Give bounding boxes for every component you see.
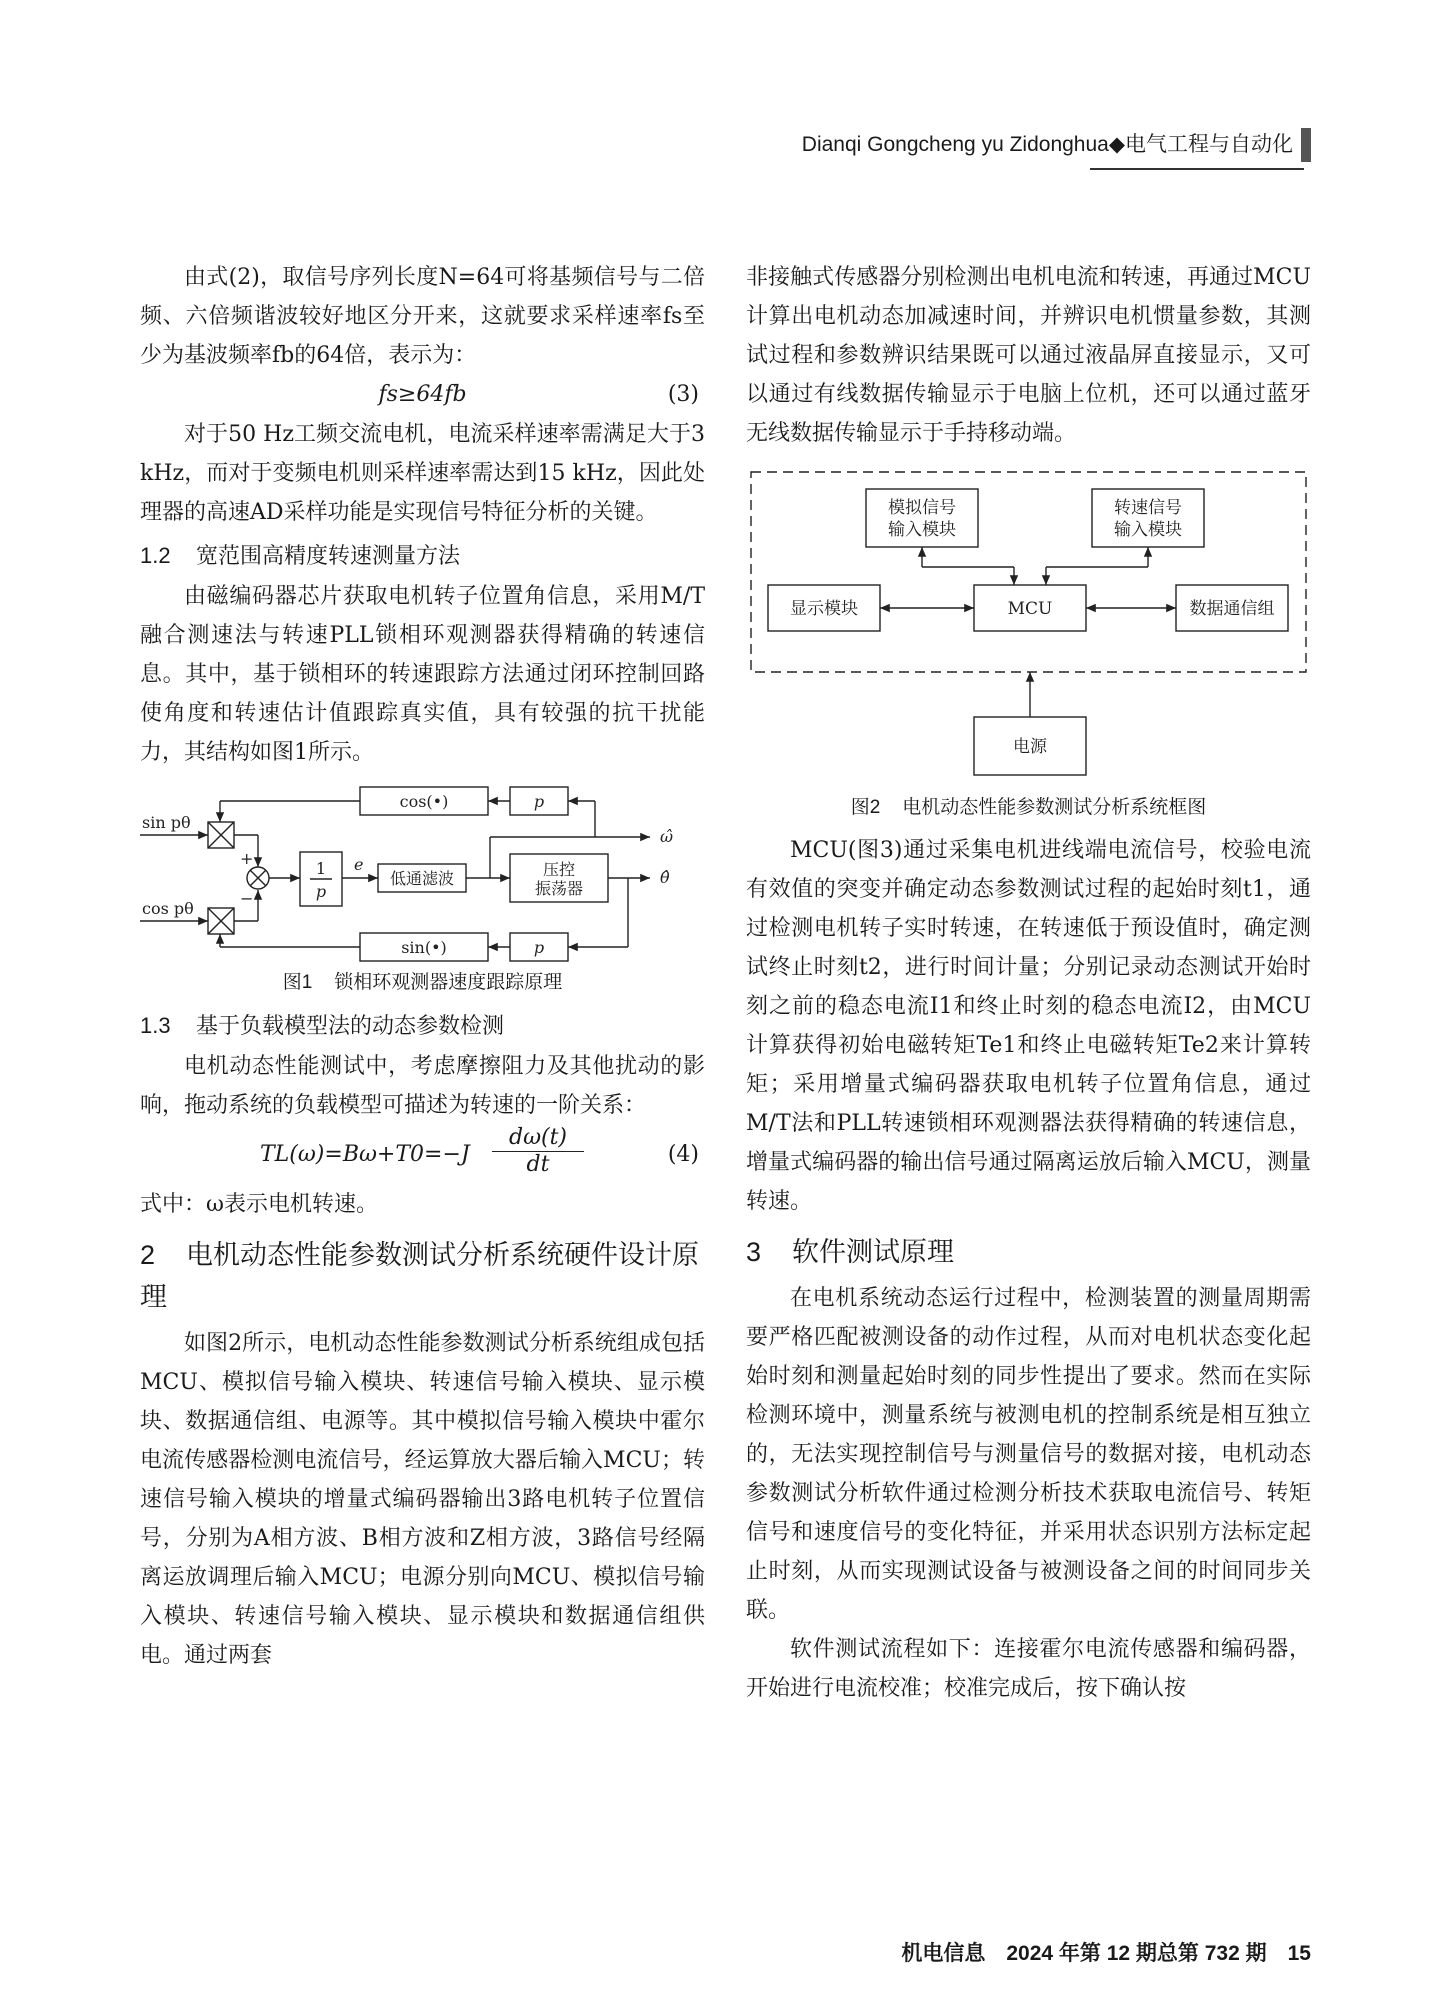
comm-label: 数据通信组 xyxy=(1189,599,1275,619)
vco-label-1: 压控 xyxy=(542,860,576,879)
p-top-label: p xyxy=(533,792,545,811)
figure-2-system-diagram xyxy=(746,467,1311,787)
figure-1-pll-diagram xyxy=(140,782,705,962)
equation-3-number: (3) xyxy=(667,382,699,407)
right-paragraph-1: 非接触式传感器分别检测出电机电流和转速，再通过MCU计算出电机动态加减速时间，并辨识电机惯量参数，其测试过程和参数辨识结果既可以通过液晶屏直接显示，又可以通过有线数据传输显示于电脑上位机，还可以通过蓝牙无线数据传输显示于手持移动端。 xyxy=(746,265,1311,446)
cos-label: cos(•) xyxy=(399,792,449,811)
journal-name-en: Dianqi Gongcheng yu Zidonghua xyxy=(801,133,1109,156)
power-label: 电源 xyxy=(1013,737,1047,757)
figure-2-number: 图2 xyxy=(850,797,881,818)
figure-2-title: 电机动态性能参数测试分析系统框图 xyxy=(902,797,1207,818)
header-bar xyxy=(1301,128,1311,162)
equation-4-number: (4) xyxy=(667,1142,699,1167)
lpf-label: 低通滤波 xyxy=(389,869,455,888)
section-1-2-title: 宽范围高精度转速测量方法 xyxy=(196,543,461,568)
equation-4-numerator: dω(t) xyxy=(492,1125,584,1152)
section-2-heading xyxy=(140,1234,705,1318)
section-2-title: 电机动态性能参数测试分析系统硬件设计原理 xyxy=(140,1240,699,1312)
figure-1-caption xyxy=(140,968,705,998)
left-paragraph-5: 式中：ω表示电机转速。 xyxy=(140,1192,378,1217)
left-paragraph-1: 由式(2)，取信号序列长度N=64可将基频信号与二倍频、六倍频谐波较好地区分开来，这就要求采样速率fs至少为基波频率fb的64倍，表示为： xyxy=(140,265,705,368)
header-rule xyxy=(1090,168,1304,170)
figure-1-title: 锁相环观测器速度跟踪原理 xyxy=(334,972,563,993)
section-3-heading xyxy=(746,1231,1311,1273)
equation-3-expression: fs≥64fb xyxy=(378,382,467,407)
left-paragraph-2: 对于50 Hz工频交流电机，电流采样速率需满足大于3 kHz，而对于变频电机则采样速率需达到15 kHz，因此处理器的高速AD采样功能是实现信号特征分析的关键。 xyxy=(140,422,705,525)
display-label: 显示模块 xyxy=(790,599,858,619)
right-paragraph-4: 软件测试流程如下：连接霍尔电流传感器和编码器，开始进行电流校准；校准完成后，按下确认按 xyxy=(746,1637,1311,1701)
left-column xyxy=(140,258,705,1675)
section-1-3-title: 基于负载模型法的动态参数检测 xyxy=(196,1013,505,1038)
figure-1-number: 图1 xyxy=(282,972,313,993)
sin-label: sin(•) xyxy=(401,938,447,957)
section-1-2-number: 1.2 xyxy=(140,543,171,568)
left-paragraph-4: 电机动态性能测试中，考虑摩擦阻力及其他扰动的影响，拖动系统的负载模型可描述为转速的一阶关系： xyxy=(140,1054,705,1118)
right-column xyxy=(746,258,1311,1708)
left-paragraph-3: 由磁编码器芯片获取电机转子位置角信息，采用M/T融合测速法与转速PLL锁相环观测器获得精确的转速信息。其中，基于锁相环的转速跟踪方法通过闭环控制回路使角度和转速估计值跟踪真实值，具有较强的抗干扰能力，其结构如图1所示。 xyxy=(140,584,705,765)
section-2-number: 2 xyxy=(140,1240,156,1270)
system-dashed-boundary xyxy=(751,472,1306,672)
equation-4-lhs: TL(ω)=Bω+T0=−J xyxy=(260,1142,470,1167)
analog-label-2: 输入模块 xyxy=(888,520,956,540)
section-3-title: 软件测试原理 xyxy=(792,1237,954,1267)
omega-hat-label: ω̂ xyxy=(660,827,674,846)
equation-3 xyxy=(140,375,705,415)
error-label: e xyxy=(354,855,364,874)
mcu-label: MCU xyxy=(1007,599,1053,619)
header-separator: ◆ xyxy=(1108,133,1125,156)
left-paragraph-6: 如图2所示，电机动态性能参数测试分析系统组成包括MCU、模拟信号输入模块、转速信号输入模块、显示模块、数据通信组、电源等。其中模拟信号输入模块中霍尔电流传感器检测电流信号，经运算放大器后输入MCU；转速信号输入模块的增量式编码器输出3路电机转子位置信号，分别为A相方波、B相方波和Z相方波，3路信号经隔离运放调理后输入MCU；电源分别向MCU、模拟信号输入模块、转速信号输入模块、显示模块和数据通信组供电。通过两套 xyxy=(140,1331,705,1668)
plus-sign: + xyxy=(240,849,254,868)
integrator-numerator: 1 xyxy=(315,859,327,878)
right-paragraph-3: 在电机系统动态运行过程中，检测装置的测量周期需要严格匹配被测设备的动作过程，从而对电机状态变化起始时刻和测量起始时刻的同步性提出了要求。然而在实际检测环境中，测量系统与被测电机的控制系统是相互独立的，无法实现控制信号与测量信号的数据对接，电机动态参数测试分析软件通过检测分析技术获取电流信号、转矩信号和速度信号的变化特征，并采用状态识别方法标定起止时刻，从而实现测试设备与被测设备之间的时间同步关联。 xyxy=(746,1286,1311,1623)
vco-label-2: 振荡器 xyxy=(534,879,584,898)
input-cos-label: cos pθ xyxy=(142,899,194,918)
page-footer: 机电信息 2024 年第 12 期总第 732 期 15 xyxy=(901,1942,1311,1965)
equation-4-fraction xyxy=(492,1125,584,1178)
speed-label-2: 输入模块 xyxy=(1114,520,1182,540)
figure-2-caption xyxy=(746,793,1311,823)
journal-name-cn: 电气工程与自动化 xyxy=(1125,133,1293,156)
section-1-2-heading xyxy=(140,536,705,575)
minus-sign: − xyxy=(240,889,254,908)
section-3-number: 3 xyxy=(746,1237,762,1267)
analog-label-1: 模拟信号 xyxy=(888,498,956,518)
running-header xyxy=(802,128,1311,162)
p-bottom-label: p xyxy=(533,938,545,957)
speed-label-1: 转速信号 xyxy=(1114,498,1182,518)
section-1-3-heading xyxy=(140,1006,705,1045)
right-paragraph-2: MCU(图3)通过采集电机进线端电流信号，校验电流有效值的突变并确定动态参数测试过程的起始时刻t1，通过检测电机转子实时转速，在转速低于预设值时，确定测试终止时刻t2，进行时间计量；分别记录动态测试开始时刻之前的稳态电流I1和终止时刻的稳态电流I2，由MCU计算获得初始电磁转矩Te1和终止电磁转矩Te2来计算转矩；采用增量式编码器获取电机转子位置角信息，通过M/T法和PLL转速锁相环观测器法获得精确的转速信息，增量式编码器的输出信号通过隔离运放后输入MCU，测量转速。 xyxy=(746,838,1311,1214)
equation-4 xyxy=(140,1125,705,1185)
equation-4-denominator: dt xyxy=(526,1152,550,1177)
input-sin-label: sin pθ xyxy=(142,813,191,832)
integrator-denominator: p xyxy=(315,882,327,901)
section-1-3-number: 1.3 xyxy=(140,1013,171,1038)
theta-hat-label: θ̂ xyxy=(660,868,670,887)
